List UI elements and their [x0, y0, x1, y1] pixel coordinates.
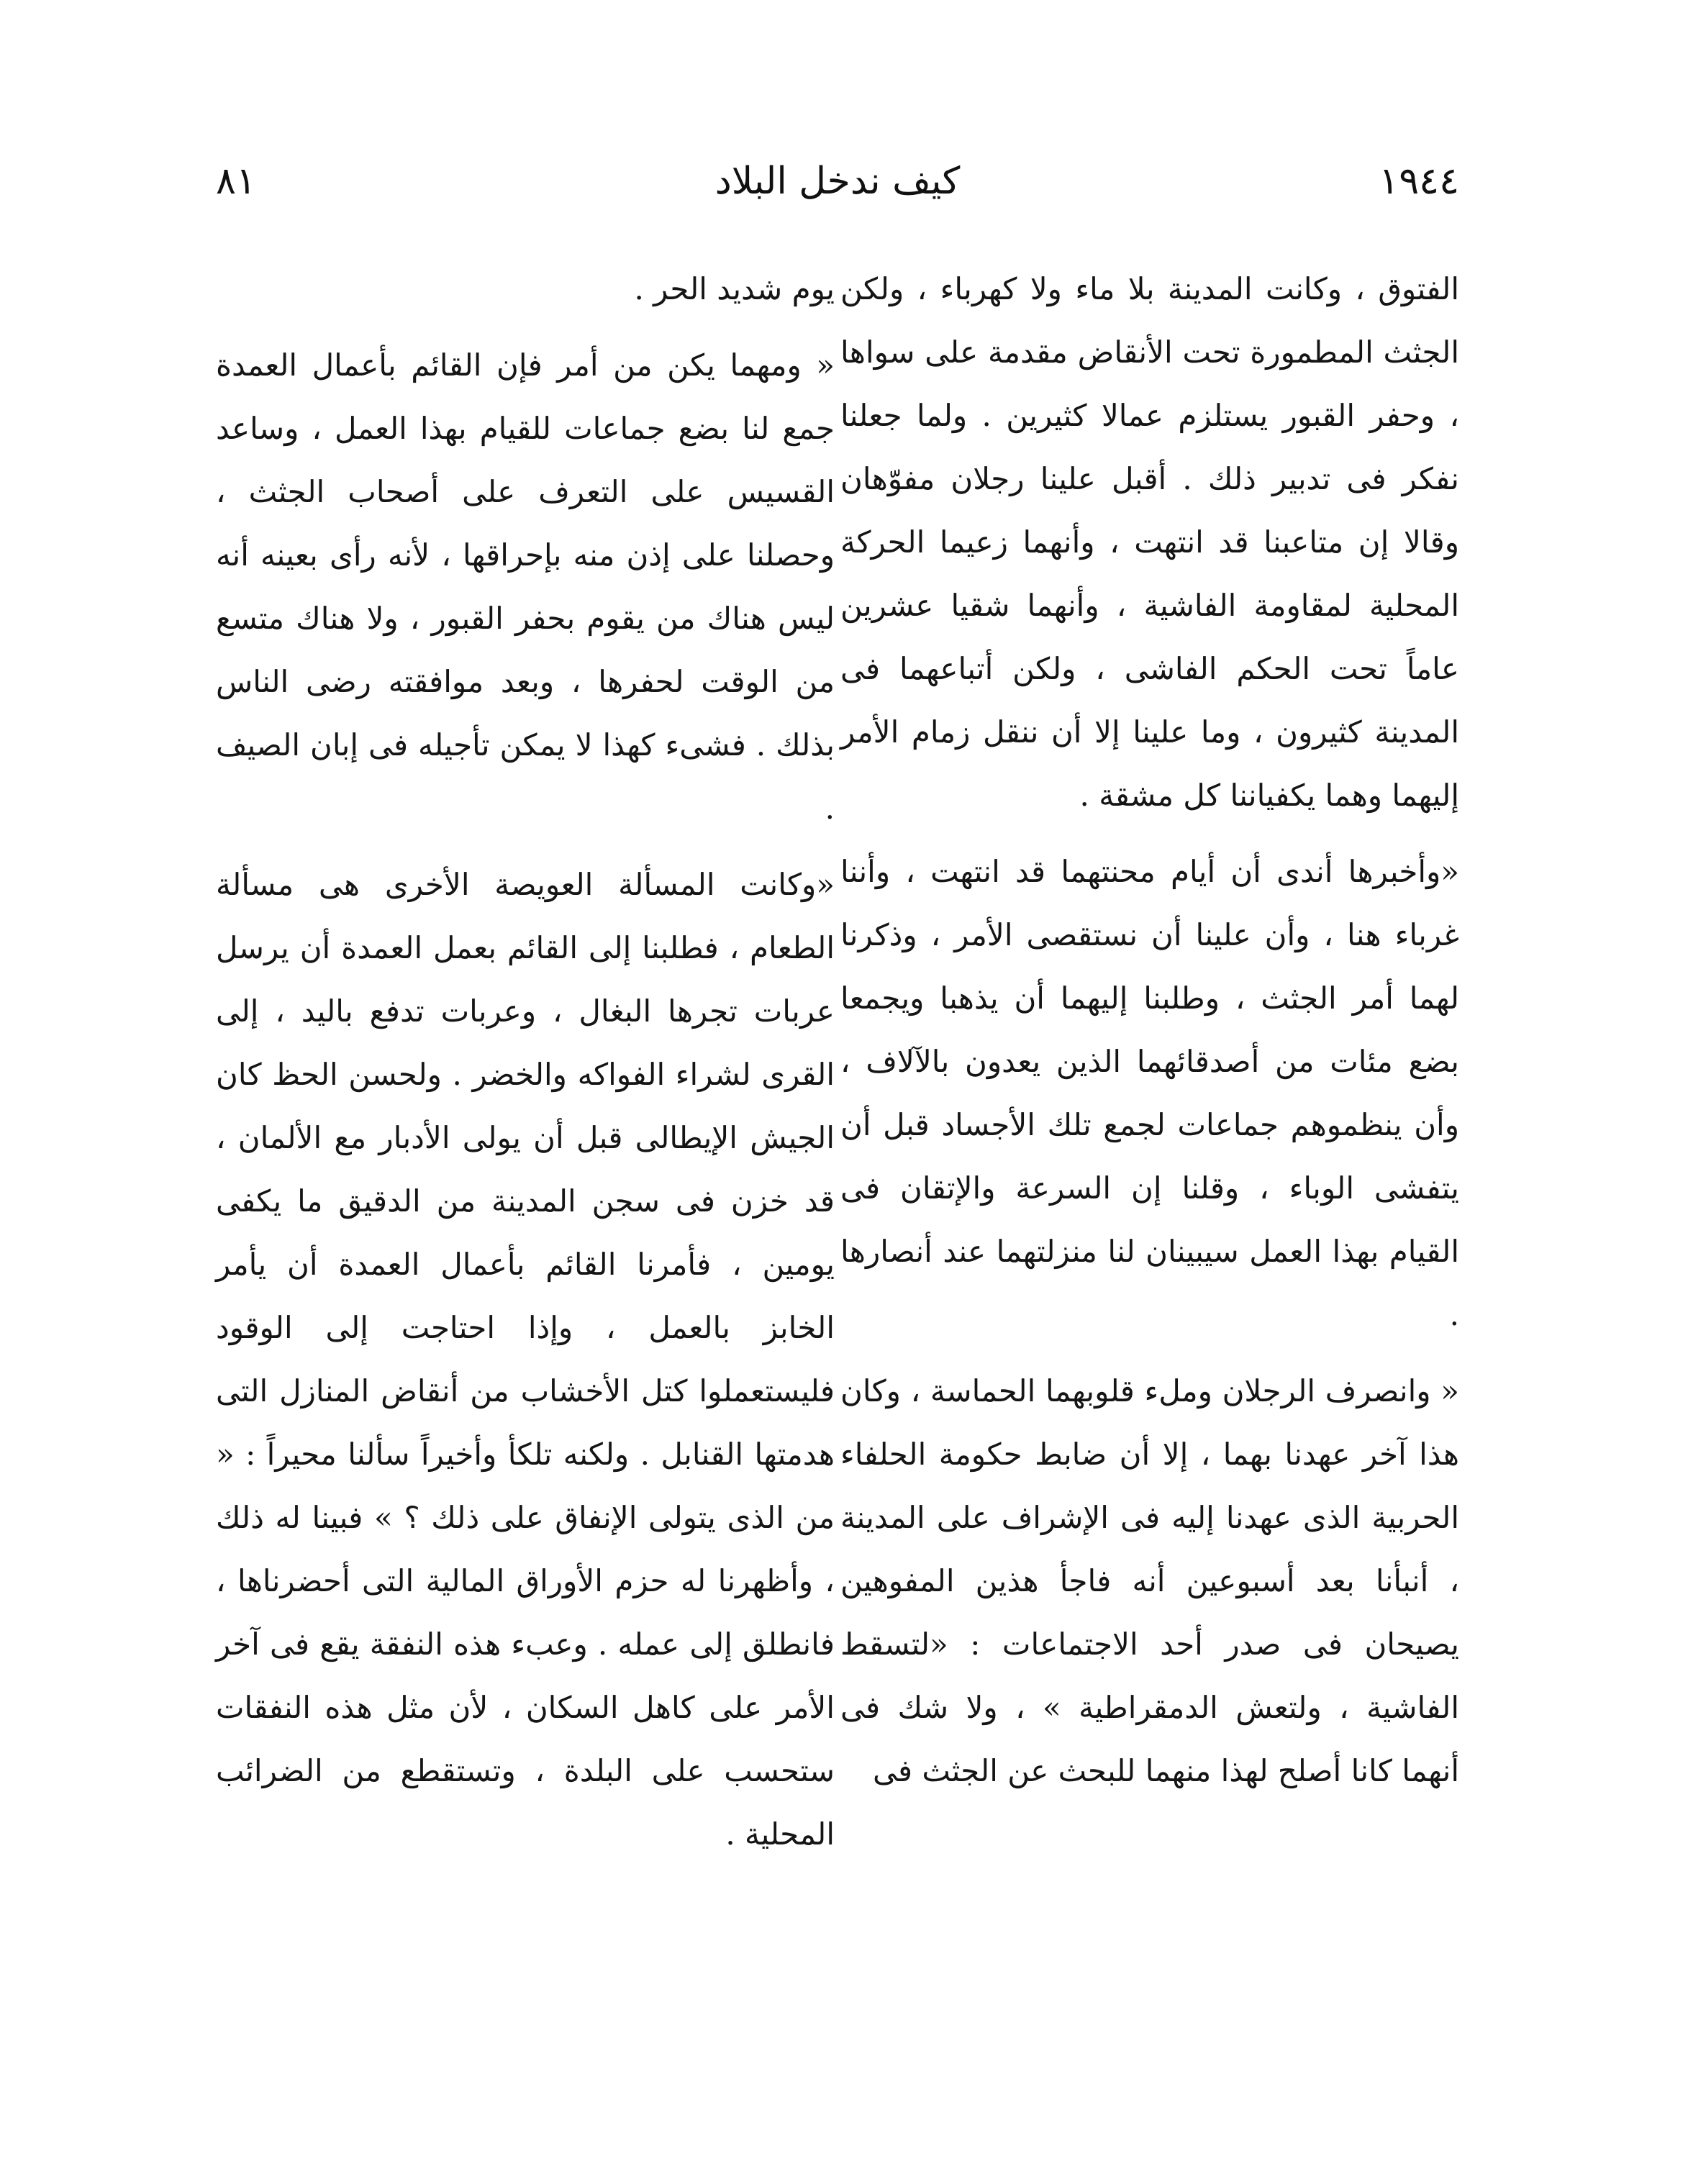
paragraph-continued: يوم شديد الحر . [634, 271, 835, 306]
page-number: ٨١ [216, 160, 256, 203]
paragraph: « ومهما يكن من أمر فإن القائم بأعمال العمدة جمع لنا بضع جماعات للقيام بهذا العمل ، وساعد القسيس على التعرف على أصحاب الجثث ، وحصلنا على إذن منه بإحراقها ، لأنه رأى بعينه أنه ليس هناك من يقوم بحفر القبور ، ولا هناك متسع من الوقت لحفرها ، وبعد موافقته رضى الناس بذلك . فشىء كهذا لا يمكن تأجيله فى إبان الصيف . [216, 347, 835, 826]
paragraph: «وكانت المسألة العويصة الأخرى هى مسألة الطعام ، فطلبنا إلى القائم بعمل العمدة أن يرسل عربات تجرها البغال ، وعربات تدفع باليد ، إلى القرى لشراء الفواكه والخضر . ولحسن الحظ كان الجيش الإيطالى قبل أن يولى الأدبار مع الألمان ، قد خزن فى سجن المدينة من الدقيق ما يكفى يومين ، فأمرنا القائم بأعمال العمدة أن يأمر الخابز بالعمل ، وإذا احتاجت إلى الوقود فليستعملوا كتل الأخشاب من أنقاض المنازل التى هدمتها القنابل . ولكنه تلكأ وأخيراً سألنا محيراً : « من الذى يتولى الإنفاق على ذلك ؟ » فبينا له ذلك ، وأظهرنا له حزم الأوراق المالية التى أحضرناها ، فانطلق إلى عمله . وعبء هذه النفقة يقع فى آخر الأمر على كاهل السكان ، لأن مثل هذه النفقات ستحسب على البلدة ، وتستقطع من الضرائب المحلية . [216, 867, 835, 1852]
left-column [216, 258, 835, 1879]
running-head [216, 160, 1459, 224]
right-column [840, 258, 1459, 1816]
header-year: ١٩٤٤ [1379, 160, 1459, 203]
paragraph-continued: الفتوق ، وكانت المدينة بلا ماء ولا كهرباء ، ولكن الجثث المطمورة تحت الأنقاض مقدمة على سواها ، وحفر القبور يستلزم عمالا كثيرين . ولما جعلنا نفكر فى تدبير ذلك . أقبل علينا رجلان مفوّهان وقالا إن متاعبنا قد انتهت ، وأنهما زعيما الحركة المحلية لمقاومة الفاشية ، وأنهما شقيا عشرين عاماً تحت الحكم الفاشى ، ولكن أتباعهما فى المدينة كثيرون ، وما علينا إلا أن ننقل زمام الأمر إليهما وهما يكفياننا كل مشقة . [840, 271, 1459, 813]
header-title: كيف ندخل البلاد [714, 160, 961, 203]
paragraph: «وأخبرها أندى أن أيام محنتهما قد انتهت ، وأننا غرباء هنا ، وأن علينا أن نستقصى الأمر ، وذكرنا لهما أمر الجثث ، وطلبنا إليهما أن يذهبا ويجمعا بضع مئات من أصدقائهما الذين يعدون بالآلاف ، وأن ينظموهم جماعات لجمع تلك الأجساد قبل أن يتفشى الوباء ، وقلنا إن السرعة والإتقان فى القيام بهذا العمل سيبينان لنا منزلتهما عند أنصارها . [840, 854, 1459, 1332]
paragraph: « وانصرف الرجلان وملء قلوبهما الحماسة ، وكان هذا آخر عهدنا بهما ، إلا أن ضابط حكومة الحلفاء الحربية الذى عهدنا إليه فى الإشراف على المدينة ، أنبأنا بعد أسبوعين أنه فاجأ هذين المفوهين يصيحان فى صدر أحد الاجتماعات : «لتسقط الفاشية ، ولتعش الدمقراطية » ، ولا شك فى أنهما كانا أصلح لهذا منهما للبحث عن الجثث فى [840, 1373, 1459, 1788]
